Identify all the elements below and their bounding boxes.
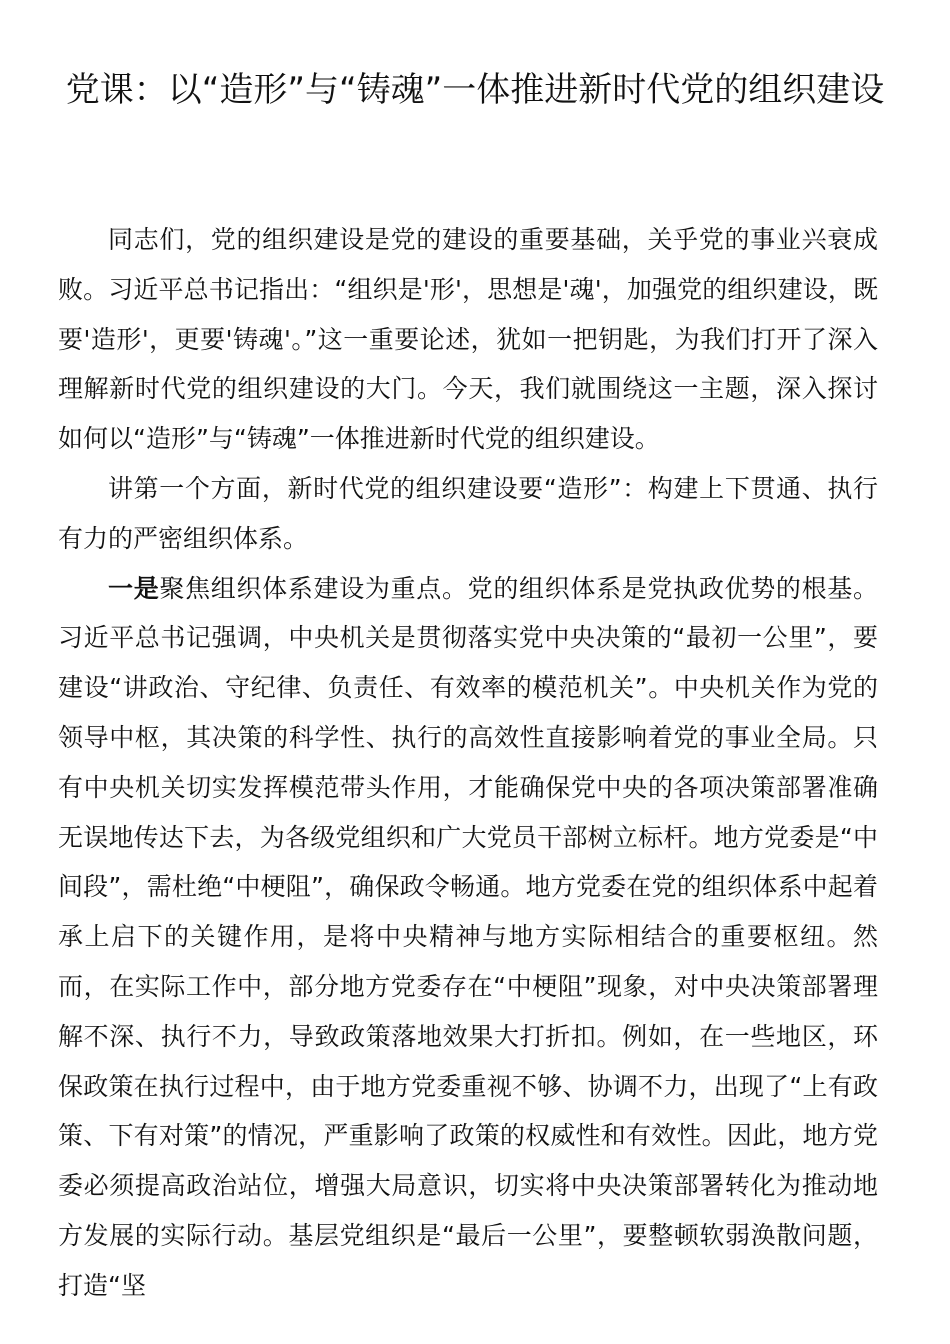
- paragraph-point-one-lead: 一是: [108, 573, 160, 603]
- paragraph-section-one: [58, 464, 878, 564]
- paragraph-section-one-text: 讲第一个方面，新时代党的组织建设要“造形”：构建上下贯通、执行有力的严密组织体系。: [58, 473, 878, 553]
- paragraph-intro-text: 同志们，党的组织建设是党的建设的重要基础，关乎党的事业兴衰成败。习近平总书记指出：“组织是'形'，思想是'魂'，加强党的组织建设，既要'造形'，更要'铸魂'。”这一重要论述，犹如一把钥匙，为我们打开了深入理解新时代党的组织建设的大门。今天，我们就围绕这一主题，深入探讨如何以“造形”与“铸魂”一体推进新时代党的组织建设。: [58, 225, 878, 454]
- document-body: [58, 215, 878, 1311]
- paragraph-point-one: [58, 564, 878, 1311]
- paragraph-intro: [58, 215, 878, 464]
- paragraph-point-one-text: 聚焦组织体系建设为重点。党的组织体系是党执政优势的根基。习近平总书记强调，中央机关是贯彻落实党中央决策的“最初一公里”，要建设“讲政治、守纪律、负责任、有效率的模范机关”。中央机关作为党的领导中枢，其决策的科学性、执行的高效性直接影响着党的事业全局。只有中央机关切实发挥模范带头作用，才能确保党中央的各项决策部署准确无误地传达下去，为各级党组织和广大党员干部树立标杆。地方党委是“中间段”，需杜绝“中梗阻”，确保政令畅通。地方党委在党的组织体系中起着承上启下的关键作用，是将中央精神与地方实际相结合的重要枢纽。然而，在实际工作中，部分地方党委存在“中梗阻”现象，对中央决策部署理解不深、执行不力，导致政策落地效果大打折扣。例如，在一些地区，环保政策在执行过程中，由于地方党委重视不够、协调不力，出现了“上有政策、下有对策”的情况，严重影响了政策的权威性和有效性。因此，地方党委必须提高政治站位，增强大局意识，切实将中央决策部署转化为推动地方发展的实际行动。基层党组织是“最后一公里”，要整顿软弱涣散问题，打造“坚: [58, 573, 878, 1300]
- document-title: 党课：以“造形”与“铸魂”一体推进新时代党的组织建设: [65, 70, 885, 110]
